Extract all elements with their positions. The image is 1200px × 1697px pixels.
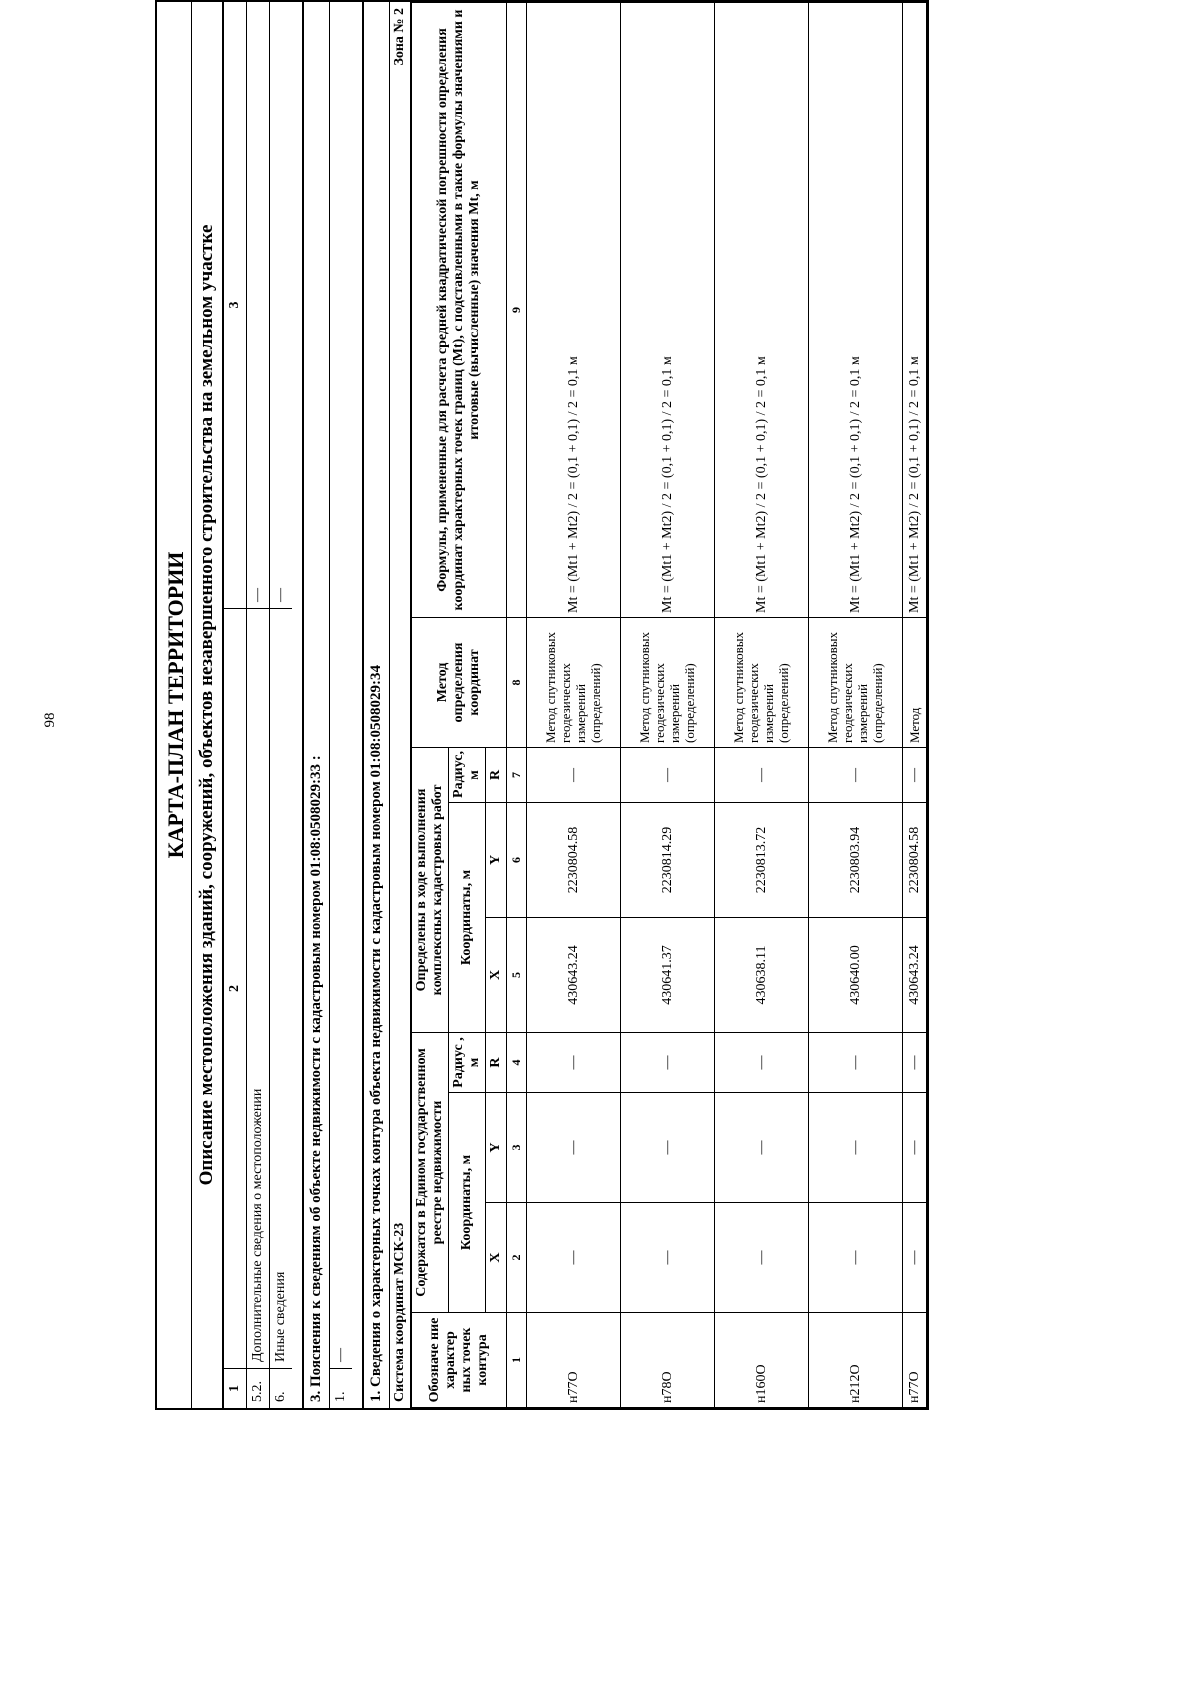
point-name: н160О (715, 1313, 809, 1408)
header-designation: Обозначе ние характер ных точек контура (412, 1313, 507, 1408)
header-egrn: Содержатся в Едином государственном реестре недвижимости (412, 1032, 449, 1312)
section3-row (330, 2, 352, 1408)
point-r: — (715, 747, 809, 802)
section1-block (362, 0, 929, 1410)
col-number: 8 (507, 617, 527, 747)
point-method: Метод спутниковых геодезических измерений (определений) (621, 617, 715, 747)
section3-block (302, 0, 352, 1410)
col-number-row (507, 3, 527, 1408)
point-r: — (527, 747, 621, 802)
header-formulas: Формулы, примененные для расчета средней квадратической погрешности определения координат характерных точек границ (Mt), с подставленными в такие формулы значениями и итоговые (вычисленные) значения Mt, м (412, 3, 507, 618)
zone-label: Зона № 2 (392, 8, 407, 66)
point-r: — (809, 747, 903, 802)
egrn-y: — (715, 1093, 809, 1203)
point-method: Метод спутниковых геодезических измерений (определений) (527, 617, 621, 747)
header-y: Y (486, 1093, 507, 1203)
header-r: R (486, 1032, 507, 1092)
info-col-numbers (224, 2, 247, 1408)
point-method: Метод спутниковых геодезических измерений (определений) (715, 617, 809, 747)
document-sheet (155, 0, 1075, 1410)
col-number: 1 (507, 1313, 527, 1408)
section3-heading: 3. Пояснения к сведениям об объекте недвижимости с кадастровым номером 01:08:0508029:33 : (304, 2, 330, 1408)
info-col-number: 3 (227, 301, 242, 309)
egrn-r: — (621, 1032, 715, 1092)
egrn-r: — (809, 1032, 903, 1092)
egrn-y: — (527, 1093, 621, 1203)
info-row-num: 6. (270, 1368, 292, 1408)
point-row (715, 3, 809, 1408)
point-name: н212О (809, 1313, 903, 1408)
info-row-num: 5.2. (247, 1368, 269, 1408)
egrn-y: — (903, 1093, 927, 1203)
egrn-r: — (903, 1032, 927, 1092)
info-block (155, 0, 292, 1410)
section1-heading: 1. Сведения о характерных точках контура объекта недвижимости с кадастровым номером 01:08:0508029:34 (364, 2, 390, 1408)
header-r: R (486, 747, 507, 802)
egrn-x: — (621, 1203, 715, 1313)
header-coords-egrn: Координаты, м (449, 1093, 486, 1313)
point-row (621, 3, 715, 1408)
egrn-r: — (527, 1032, 621, 1092)
point-y: 2230804.58 (527, 802, 621, 917)
point-formula: Mt = (Mt1 + Mt2) / 2 = (0,1 + 0,1) / 2 = 0,1 м (903, 3, 927, 618)
info-row-value: — (273, 588, 288, 602)
point-row (809, 3, 903, 1408)
info-col-number: 2 (224, 608, 246, 1368)
points-table (411, 2, 927, 1408)
header-x: X (486, 1203, 507, 1313)
col-number: 2 (507, 1203, 527, 1313)
info-row (247, 2, 270, 1408)
point-row (527, 3, 621, 1408)
point-formula: Mt = (Mt1 + Mt2) / 2 = (0,1 + 0,1) / 2 = 0,1 м (621, 3, 715, 618)
document-subtitle: Описание местоположения зданий, сооружений, объектов незавершенного строительства на земельном участке (192, 2, 224, 1408)
header-cadastral: Определены в ходе выполнения комплексных кадастровых работ (412, 747, 449, 1032)
header-radius-cadastral: Радиус, м (449, 747, 486, 802)
info-row-name: Дополнительные сведения о местоположении (247, 608, 269, 1368)
header-y: Y (486, 802, 507, 917)
info-row-value: — (250, 588, 265, 602)
point-r: — (903, 747, 927, 802)
point-name: н78О (621, 1313, 715, 1408)
info-col-number: 1 (224, 1368, 246, 1408)
spacer (292, 0, 302, 1410)
col-number: 6 (507, 802, 527, 917)
col-number: 9 (507, 3, 527, 618)
coord-system-row (390, 2, 411, 1408)
point-x: 430643.24 (527, 917, 621, 1032)
spacer (352, 0, 362, 1410)
info-row (270, 2, 292, 1408)
egrn-x: — (903, 1203, 927, 1313)
point-formula: Mt = (Mt1 + Mt2) / 2 = (0,1 + 0,1) / 2 = 0,1 м (527, 3, 621, 618)
point-name: н77О (527, 1313, 621, 1408)
point-y: 2230813.72 (715, 802, 809, 917)
egrn-y: — (809, 1093, 903, 1203)
point-x: 430638.11 (715, 917, 809, 1032)
point-x: 430640.00 (809, 917, 903, 1032)
egrn-r: — (715, 1032, 809, 1092)
col-number: 7 (507, 747, 527, 802)
col-number: 5 (507, 917, 527, 1032)
point-name: н77О (903, 1313, 927, 1408)
header-x: X (486, 917, 507, 1032)
point-formula: Mt = (Mt1 + Mt2) / 2 = (0,1 + 0,1) / 2 = 0,1 м (809, 3, 903, 618)
header-radius-egrn: Радиус , м (449, 1032, 486, 1092)
point-method: Метод (903, 617, 927, 747)
point-x: 430643.24 (903, 917, 927, 1032)
coord-system: Система координат МСК-23 (392, 1222, 407, 1402)
point-y: 2230814.29 (621, 802, 715, 917)
section3-row-num: 1. (330, 1368, 352, 1408)
point-y: 2230803.94 (809, 802, 903, 917)
section3-row-value: — (333, 1348, 348, 1362)
info-row-name: Иные сведения (270, 608, 292, 1368)
point-r: — (621, 747, 715, 802)
col-number: 3 (507, 1093, 527, 1203)
col-number: 4 (507, 1032, 527, 1092)
point-y: 2230804.58 (903, 802, 927, 917)
header-method: Метод определения координат (412, 617, 507, 747)
document-title: КАРТА-ПЛАН ТЕРРИТОРИИ (157, 2, 192, 1408)
header-coords-cadastral: Координаты, м (449, 802, 486, 1032)
point-x: 430641.37 (621, 917, 715, 1032)
egrn-y: — (621, 1093, 715, 1203)
page-number: 98 (41, 712, 58, 728)
point-method: Метод спутниковых геодезических измерений (определений) (809, 617, 903, 747)
egrn-x: — (527, 1203, 621, 1313)
egrn-x: — (809, 1203, 903, 1313)
point-formula: Mt = (Mt1 + Mt2) / 2 = (0,1 + 0,1) / 2 = 0,1 м (715, 3, 809, 618)
point-row (903, 3, 927, 1408)
egrn-x: — (715, 1203, 809, 1313)
